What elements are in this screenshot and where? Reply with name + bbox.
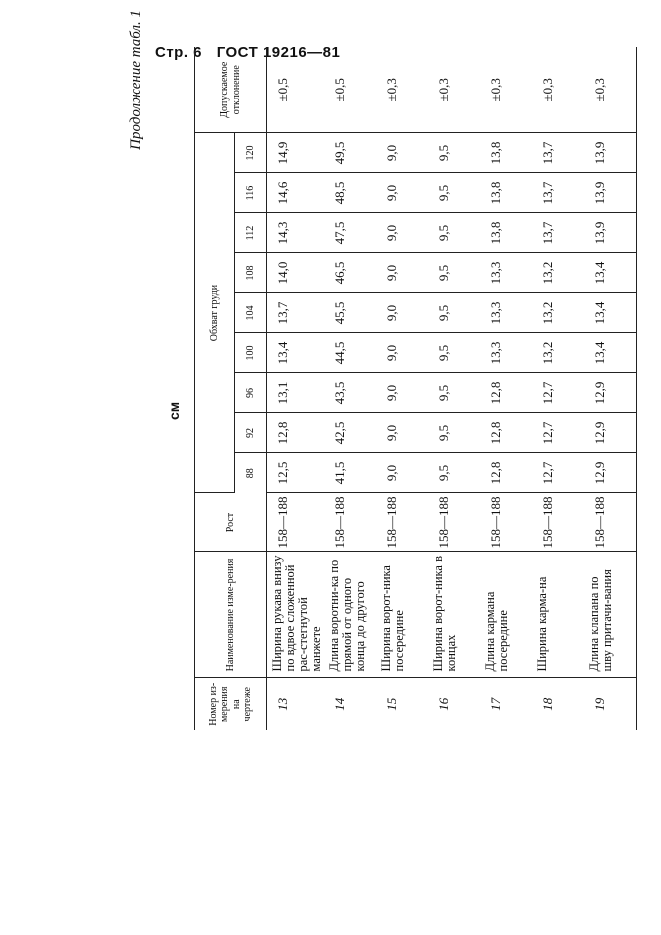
header-chest-8: 120 <box>235 133 267 173</box>
row-value: 13,7 <box>267 293 324 333</box>
row-value: 9,5 <box>428 373 480 413</box>
row-deviation: ±0,3 <box>584 47 637 133</box>
row-value: 9,0 <box>376 253 428 293</box>
row-deviation: ±0,3 <box>428 47 480 133</box>
row-value: 9,5 <box>428 293 480 333</box>
row-value: 45,5 <box>324 293 376 333</box>
row-number: 17 <box>487 697 503 711</box>
row-value: 14,6 <box>267 173 324 213</box>
table-body <box>267 47 637 730</box>
row-value: 13,2 <box>532 293 584 333</box>
row-deviation: ±0,3 <box>532 47 584 133</box>
row-value: 13,4 <box>584 333 637 373</box>
row-value: 42,5 <box>324 413 376 453</box>
continuation-caption: Продолжение табл. 1 <box>128 10 144 150</box>
row-number: 18 <box>539 697 555 711</box>
row-value: 14,3 <box>267 213 324 253</box>
row-height: 158—188 <box>428 493 480 552</box>
measurements-table <box>194 47 637 730</box>
row-value: 48,5 <box>324 173 376 213</box>
row-value: 13,2 <box>532 253 584 293</box>
units-label: см <box>166 401 182 420</box>
page-number: Стр. 6 <box>155 44 203 61</box>
row-value: 13,4 <box>584 293 637 333</box>
row-value: 13,4 <box>267 333 324 373</box>
row-deviation: ±0,3 <box>480 47 532 133</box>
row-value: 13,7 <box>532 133 584 173</box>
table-row <box>584 47 637 730</box>
row-value: 13,9 <box>584 173 637 213</box>
row-value: 44,5 <box>324 333 376 373</box>
row-value: 9,5 <box>428 173 480 213</box>
row-height: 158—188 <box>324 493 376 552</box>
row-value: 13,8 <box>480 173 532 213</box>
row-value: 9,5 <box>428 213 480 253</box>
standard-code: ГОСТ 19216—81 <box>216 44 341 61</box>
header-chest-6: 112 <box>235 213 267 253</box>
row-value: 12,8 <box>480 373 532 413</box>
row-value: 13,8 <box>480 133 532 173</box>
row-height: 158—188 <box>267 493 324 552</box>
row-value: 49,5 <box>324 133 376 173</box>
row-value: 12,9 <box>584 373 637 413</box>
header-number: Номер из-мерения на чертеже <box>195 678 267 730</box>
row-value: 12,9 <box>584 453 637 493</box>
table-row <box>376 47 428 730</box>
rotated-table-area <box>128 10 661 730</box>
row-name: Ширина рукава внизу по вдвое сложенной рас-стегнутой манжете <box>267 552 324 678</box>
row-value: 43,5 <box>324 373 376 413</box>
row-value: 13,4 <box>584 253 637 293</box>
row-name: Длина кармана посередине <box>480 552 532 678</box>
row-value: 47,5 <box>324 213 376 253</box>
row-value: 13,9 <box>584 133 637 173</box>
header-chest-4: 104 <box>235 293 267 333</box>
row-number: 19 <box>584 678 637 730</box>
row-value: 9,0 <box>376 173 428 213</box>
table-row <box>428 47 480 730</box>
row-value: 13,2 <box>532 333 584 373</box>
row-value: 9,0 <box>376 413 428 453</box>
row-value: 9,5 <box>428 333 480 373</box>
row-value: 14,0 <box>267 253 324 293</box>
row-deviation: ±0,5 <box>324 47 376 133</box>
row-height: 158—188 <box>480 493 532 552</box>
header-chest-3: 100 <box>235 333 267 373</box>
row-name: Ширина карма-на <box>532 552 584 678</box>
row-value: 9,0 <box>376 453 428 493</box>
row-value: 41,5 <box>324 453 376 493</box>
row-deviation: ±0,3 <box>376 47 428 133</box>
row-value: 12,8 <box>267 413 324 453</box>
row-value: 9,0 <box>376 213 428 253</box>
row-value: 13,9 <box>584 213 637 253</box>
row-value: 13,8 <box>480 213 532 253</box>
header-chest-1: 92 <box>235 413 267 453</box>
table-row <box>324 47 376 730</box>
row-height: 158—188 <box>584 493 637 552</box>
row-name: Длина клапана по шву притачи-вания <box>584 552 637 678</box>
row-value: 9,5 <box>428 253 480 293</box>
row-value: 13,3 <box>480 293 532 333</box>
row-value: 14,9 <box>267 133 324 173</box>
row-value: 9,0 <box>376 373 428 413</box>
row-value: 12,7 <box>532 413 584 453</box>
row-height: 158—188 <box>532 493 584 552</box>
row-value: 9,0 <box>376 293 428 333</box>
row-value: 12,9 <box>584 413 637 453</box>
header-name: Наименование изме-рения <box>195 552 267 678</box>
row-number: 14 <box>331 697 347 711</box>
row-name: Ширина ворот-ника в концах <box>428 552 480 678</box>
row-value: 12,7 <box>532 453 584 493</box>
header-chest-2: 96 <box>235 373 267 413</box>
header-chest-5: 108 <box>235 253 267 293</box>
table-row <box>267 47 324 730</box>
row-value: 9,5 <box>428 413 480 453</box>
row-number: 16 <box>435 697 451 711</box>
header-chest-7: 116 <box>235 173 267 213</box>
row-deviation: ±0,5 <box>267 47 324 133</box>
row-value: 9,0 <box>376 133 428 173</box>
row-value: 12,5 <box>267 453 324 493</box>
header-height: Рост <box>195 493 267 552</box>
table-row <box>480 47 532 730</box>
row-value: 13,3 <box>480 333 532 373</box>
row-value: 12,8 <box>480 453 532 493</box>
row-value: 13,7 <box>532 213 584 253</box>
row-value: 13,3 <box>480 253 532 293</box>
row-value: 12,8 <box>480 413 532 453</box>
row-value: 9,0 <box>376 333 428 373</box>
row-value: 9,5 <box>428 133 480 173</box>
row-value: 9,5 <box>428 453 480 493</box>
header-chest-group: Обхват груди <box>195 133 235 493</box>
row-value: 13,7 <box>532 173 584 213</box>
row-value: 46,5 <box>324 253 376 293</box>
row-number: 13 <box>275 697 290 711</box>
row-value: 12,7 <box>532 373 584 413</box>
header-deviation: Допускаемое отклонение <box>195 47 267 133</box>
table-row <box>532 47 584 730</box>
row-height: 158—188 <box>376 493 428 552</box>
row-name: Длина воротни-ка по прямой от одного конца до другого <box>324 552 376 678</box>
row-number: 15 <box>383 697 399 711</box>
header-chest-0: 88 <box>235 453 267 493</box>
row-value: 13,1 <box>267 373 324 413</box>
row-name: Ширина ворот-ника посередине <box>376 552 428 678</box>
